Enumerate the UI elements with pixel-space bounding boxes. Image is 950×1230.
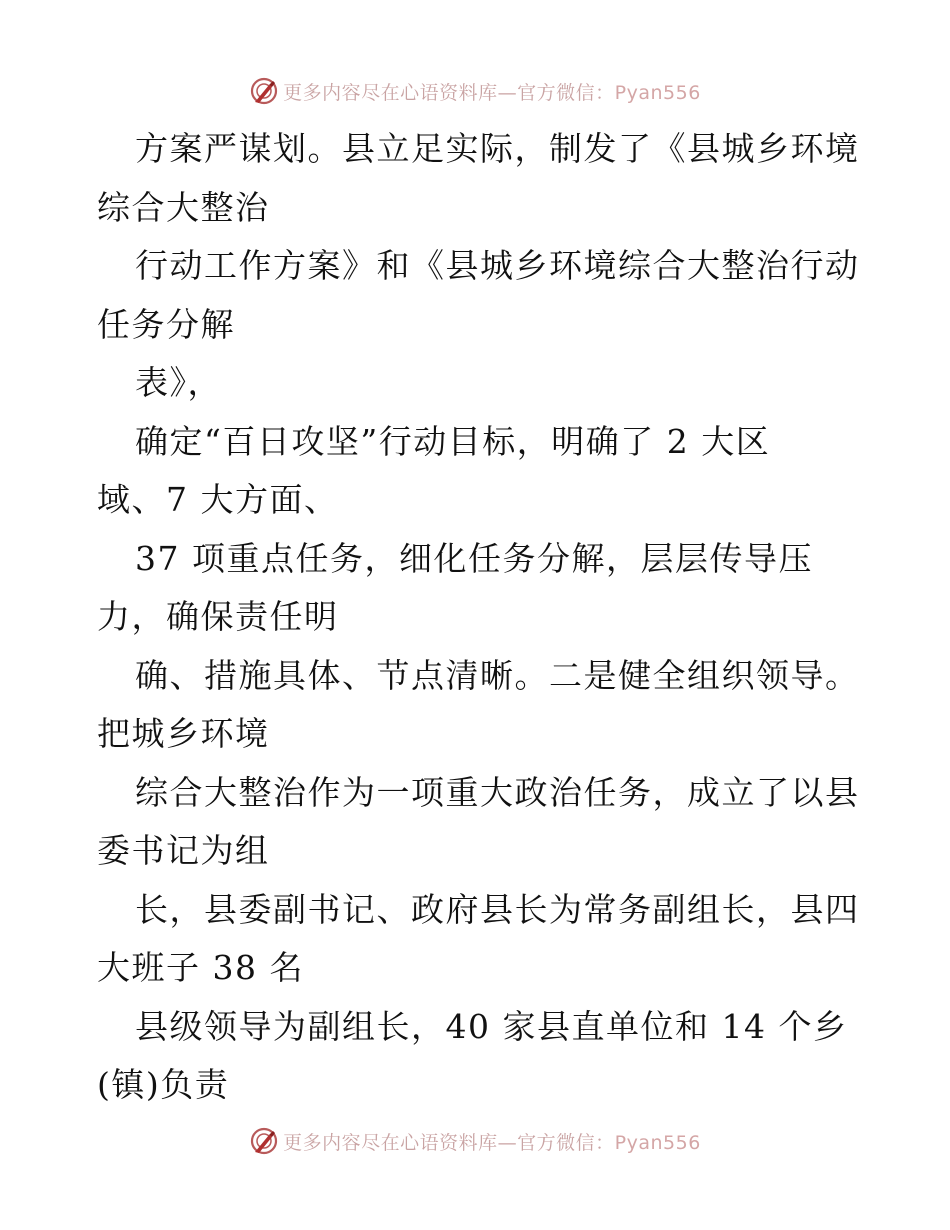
text-line: 大班子 38 名 — [97, 948, 304, 987]
body-text — [97, 120, 877, 1115]
text-line: 综合大整治作为一项重大政治任务，成立了以县 — [135, 772, 860, 812]
text-line: 长，县委副书记、政府县长为常务副组长，县四 — [135, 889, 860, 929]
watermark-text — [283, 78, 701, 105]
text-line: 方案严谋划。县立足实际，制发了《县城乡环境 — [135, 129, 860, 168]
watermark-text — [283, 1128, 701, 1155]
text-line: (镇)负责 — [97, 1065, 230, 1104]
watermark-banner-bottom — [0, 1124, 950, 1158]
text-line: 任务分解 — [97, 304, 235, 344]
text-line: 行动工作方案》和《县城乡环境综合大整治行动 — [135, 246, 860, 285]
pen-circle-icon — [249, 76, 279, 106]
text-line: 37 项重点任务，细化任务分解，层层传导压 — [135, 538, 813, 578]
text-line: 域、7 大方面、 — [97, 480, 339, 519]
text-line: 委书记为组 — [97, 831, 270, 870]
watermark-contact: Pyan556 — [614, 81, 701, 104]
watermark-label: 更多内容尽在心语资料库—官方微信： — [283, 81, 615, 104]
watermark-contact: Pyan556 — [614, 1131, 701, 1154]
text-line: 表》， — [135, 363, 222, 402]
pen-circle-icon — [249, 1126, 279, 1156]
text-line: 县级领导为副组长，40 家县直单位和 14 个乡 — [135, 1006, 848, 1046]
text-line: 力，确保责任明 — [97, 597, 339, 636]
text-line: 确、措施具体、节点清晰。二是健全组织领导。 — [135, 655, 860, 695]
watermark-banner-top — [0, 74, 950, 108]
text-line: 确定“百日攻坚”行动目标，明确了 2 大区 — [135, 421, 771, 461]
text-line: 综合大整治 — [97, 187, 270, 227]
text-line: 把城乡环境 — [97, 714, 270, 753]
watermark-label: 更多内容尽在心语资料库—官方微信： — [283, 1131, 615, 1154]
